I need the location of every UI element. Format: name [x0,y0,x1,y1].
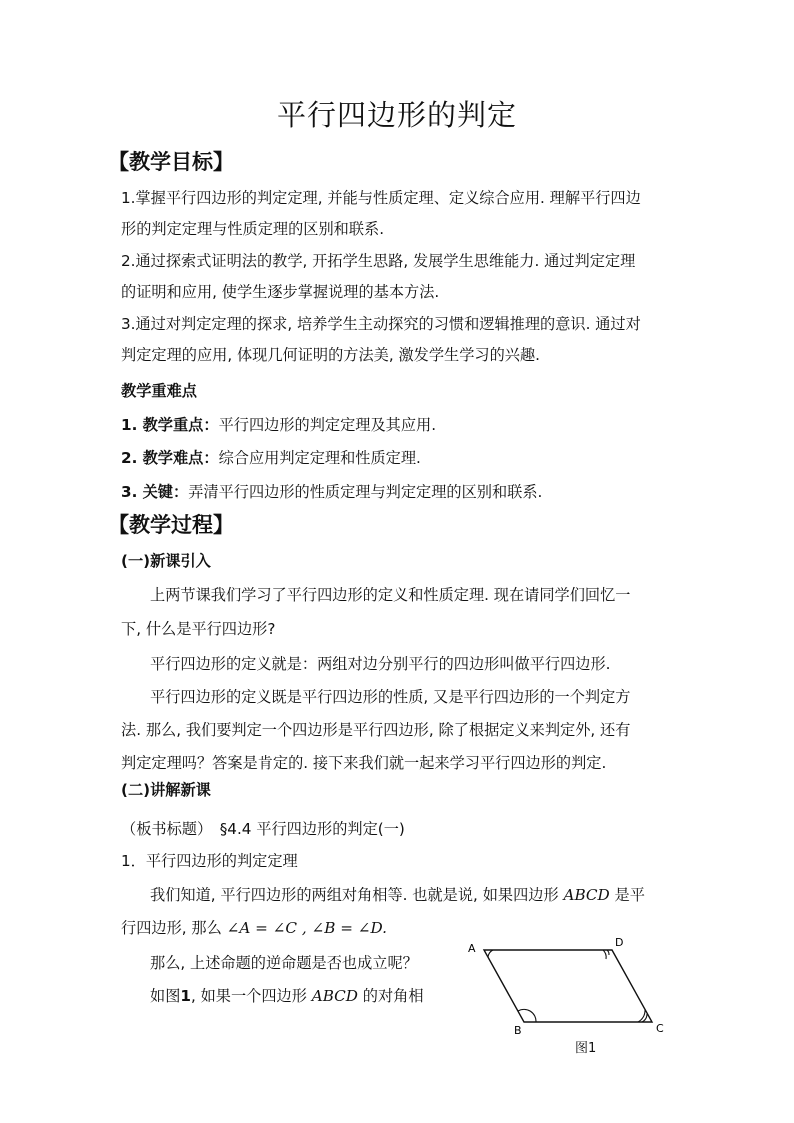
keypoint-1-text: 平行四边形的判定定理及其应用. [218,416,437,434]
page-title: 平行四边形的判定 [276,98,517,132]
vertex-label-d: D [615,936,624,949]
keypoints-heading: 教学重难点 [121,382,197,400]
angle-arc-d [603,950,609,959]
part2-para1-line2 [121,917,387,938]
objective-1-line-2: 形的判定定理与性质定理的区别和联系. [121,220,385,238]
math-abcd: ABCD [563,886,610,904]
part1-para3-line1: 平行四边形的定义既是平行四边形的性质, 又是平行四边形的一个判定方 [150,688,631,706]
objective-1-line-1: 1.掌握平行四边形的判定定理, 并能与性质定理、定义综合应用. 理解平行四边 [121,189,641,207]
parallelogram-shape [484,950,652,1022]
keypoint-2-text: 综合应用判定定理和性质定理. [218,449,421,467]
part1-para1-line2: 下, 什么是平行四边形? [121,620,276,638]
item-1-heading: 1．平行四边形的判定定理 [121,852,298,870]
part1-para2: 平行四边形的定义就是：两组对边分别平行的四边形叫做平行四边形. [150,655,611,673]
parallelogram-figure [460,930,680,1060]
math-angle-equalities: ∠A = ∠C , ∠B = ∠D. [226,919,387,937]
part2-para3-text-b: , 如果一个四边形 [190,987,312,1005]
part2-para1-line1-text-b: 是平 [609,886,645,904]
keypoint-1-label: 1. 教学重点： [121,416,219,434]
part2-para3-text-a: 如图 [150,987,181,1005]
part1-para3-line2: 法. 那么, 我们要判定一个四边形是平行四边形, 除了根据定义来判定外, 还有 [121,721,631,739]
figure-caption: 图1 [575,1041,597,1056]
vertex-label-a: A [468,942,476,955]
vertex-label-c: C [656,1022,664,1035]
vertex-label-b: B [514,1024,522,1037]
objective-2-line-1: 2.通过探索式证明法的教学, 开拓学生思路, 发展学生思维能力. 通过判定定理 [121,252,636,270]
keypoint-2 [121,447,421,468]
objective-3-line-1: 3.通过对判定定理的探求, 培养学生主动探究的习惯和逻辑推理的意识. 通过对 [121,315,641,333]
part2-heading: (二)讲解新课 [121,781,211,799]
part2-para2: 那么, 上述命题的逆命题是否也成立呢？ [150,954,418,972]
objective-2-line-2: 的证明和应用, 使学生逐步掌握说理的基本方法. [121,283,440,301]
part2-para1-line1-text-a: 我们知道, 平行四边形的两组对角相等. 也就是说, 如果四边形 [150,886,564,904]
part2-para1-line1 [150,884,645,905]
angle-arc-a [488,950,493,957]
keypoint-3 [121,481,542,502]
process-heading: 【教学过程】 [108,513,234,537]
math-abcd-2: ABCD [311,987,358,1005]
part2-para1-line2-text: 行四边形, 那么 [121,919,227,937]
part2-para3 [150,985,424,1006]
keypoint-3-text: 弄清平行四边形的性质定理与判定定理的区别和联系. [188,483,543,501]
part1-para1-line1: 上两节课我们学习了平行四边形的定义和性质定理. 现在请同学们回忆一 [150,586,631,604]
objective-3-line-2: 判定定理的应用, 体现几何证明的方法美, 激发学生学习的兴趣. [121,346,541,364]
keypoint-2-label: 2. 教学难点： [121,449,219,467]
part1-heading: (一)新课引入 [121,552,211,570]
keypoint-1 [121,414,436,435]
keypoint-3-label: 3. 关键： [121,483,189,501]
part1-para3-line3: 判定定理吗？答案是肯定的. 接下来我们就一起来学习平行四边形的判定. [121,754,607,772]
part2-para3-text-c: 的对角相 [357,987,424,1005]
board-title: （板书标题） §4.4 平行四边形的判定(一) [121,820,405,838]
figure-number: 1 [180,987,191,1005]
objectives-heading: 【教学目标】 [108,150,234,174]
